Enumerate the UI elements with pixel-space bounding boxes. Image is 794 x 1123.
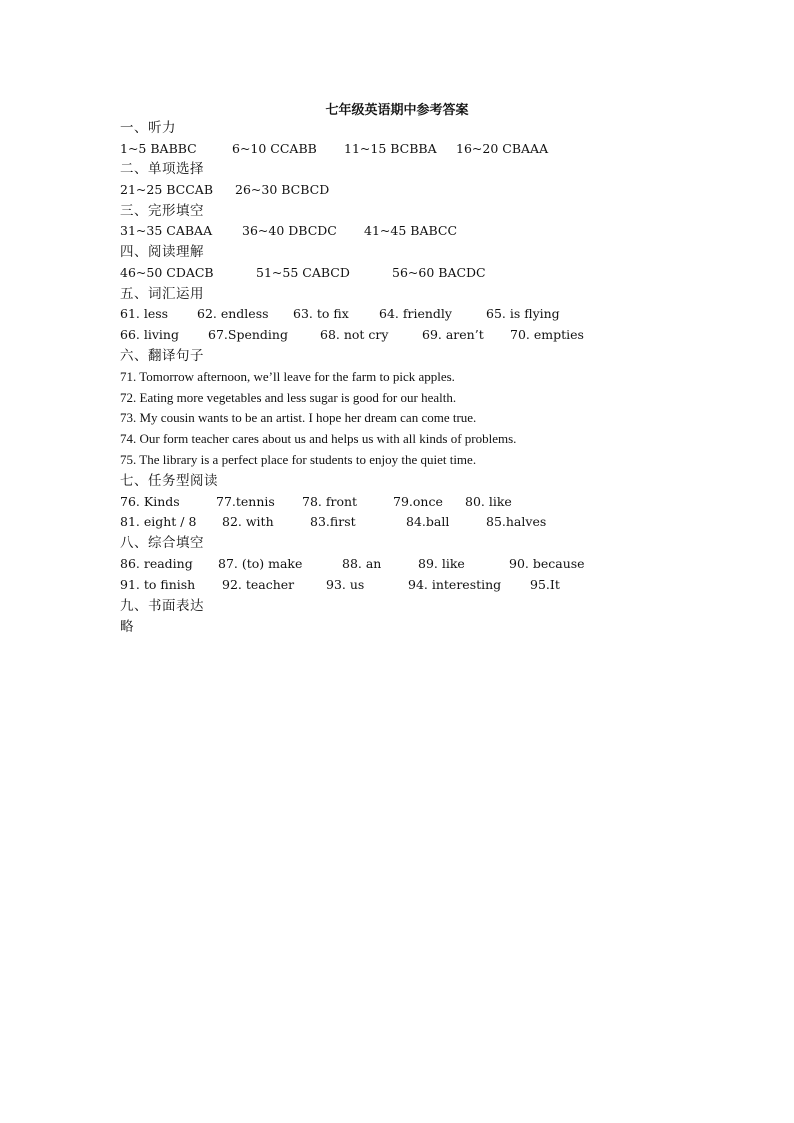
answer-item: 69. aren’t	[422, 327, 484, 342]
section-heading-vocabulary: 五、词汇运用	[120, 286, 204, 302]
answer-item: 94. interesting	[408, 577, 502, 592]
translation-answer-75: 75. The library is a perfect place for students to enjoy the quiet time.	[120, 452, 477, 467]
answer-item: 16~20 CBAAA	[456, 141, 549, 156]
answer-item: 83.first	[310, 514, 356, 529]
answer-item: 64. friendly	[379, 306, 452, 321]
section-heading-writing: 九、书面表达	[120, 598, 204, 614]
answer-item: 91. to finish	[120, 577, 196, 592]
answer-item: 36~40 DBCDC	[242, 223, 337, 238]
section-heading-reading: 四、阅读理解	[120, 244, 204, 260]
section-heading-task-reading: 七、任务型阅读	[120, 473, 218, 489]
answer-item: 1~5 BABBC	[120, 141, 197, 156]
answer-item: 80. like	[465, 494, 512, 509]
answer-item: 26~30 BCBCD	[235, 182, 330, 197]
answer-item: 56~60 BACDC	[392, 265, 486, 280]
answer-item: 95.It	[530, 577, 560, 592]
section-heading-listening: 一、听力	[120, 120, 176, 136]
translation-answer-71: 71. Tomorrow afternoon, we’ll leave for the farm to pick apples.	[120, 369, 455, 384]
answer-item: 63. to fix	[293, 306, 349, 321]
answer-item: 82. with	[222, 514, 274, 529]
answer-item: 84.ball	[406, 514, 450, 529]
answer-item: 89. like	[418, 556, 465, 571]
translation-answer-72: 72. Eating more vegetables and less sugar is good for our health.	[120, 390, 457, 405]
translation-answer-73: 73. My cousin wants to be an artist. I hope her dream can come true.	[120, 410, 477, 425]
section-heading-translation: 六、翻译句子	[120, 348, 204, 364]
answer-item: 66. living	[120, 327, 179, 342]
answer-item: 88. an	[342, 556, 382, 571]
answer-item: 6~10 CCABB	[232, 141, 317, 156]
answer-item: 65. is flying	[486, 306, 560, 321]
answer-item: 62. endless	[197, 306, 269, 321]
answer-item: 31~35 CABAA	[120, 223, 213, 238]
answer-item: 92. teacher	[222, 577, 295, 592]
answer-item: 68. not cry	[320, 327, 389, 342]
writing-answer: 略	[120, 619, 134, 635]
answer-item: 41~45 BABCC	[364, 223, 458, 238]
answer-item: 77.tennis	[216, 494, 275, 509]
answer-item: 46~50 CDACB	[120, 265, 214, 280]
answer-item: 85.halves	[486, 514, 547, 529]
answer-item: 93. us	[326, 577, 365, 592]
answer-item: 79.once	[393, 494, 443, 509]
translation-answer-74: 74. Our form teacher cares about us and helps us with all kinds of problems.	[120, 431, 517, 446]
answer-item: 70. empties	[510, 327, 584, 342]
section-heading-comprehensive: 八、综合填空	[120, 535, 204, 551]
answer-item: 76. Kinds	[120, 494, 180, 509]
answer-item: 90. because	[509, 556, 585, 571]
answer-item: 11~15 BCBBA	[344, 141, 437, 156]
answer-item: 86. reading	[120, 556, 193, 571]
section-heading-cloze: 三、完形填空	[120, 203, 204, 219]
answer-item: 67.Spending	[208, 327, 288, 342]
answer-item: 78. front	[302, 494, 358, 509]
answer-item: 81. eight / 8	[120, 514, 197, 529]
answer-item: 21~25 BCCAB	[120, 182, 214, 197]
page-title: 七年级英语期中参考答案	[325, 103, 469, 118]
section-heading-single-choice: 二、单项选择	[120, 161, 204, 177]
answer-item: 87. (to) make	[218, 556, 303, 571]
answer-item: 61. less	[120, 306, 169, 321]
answer-item: 51~55 CABCD	[256, 265, 350, 280]
